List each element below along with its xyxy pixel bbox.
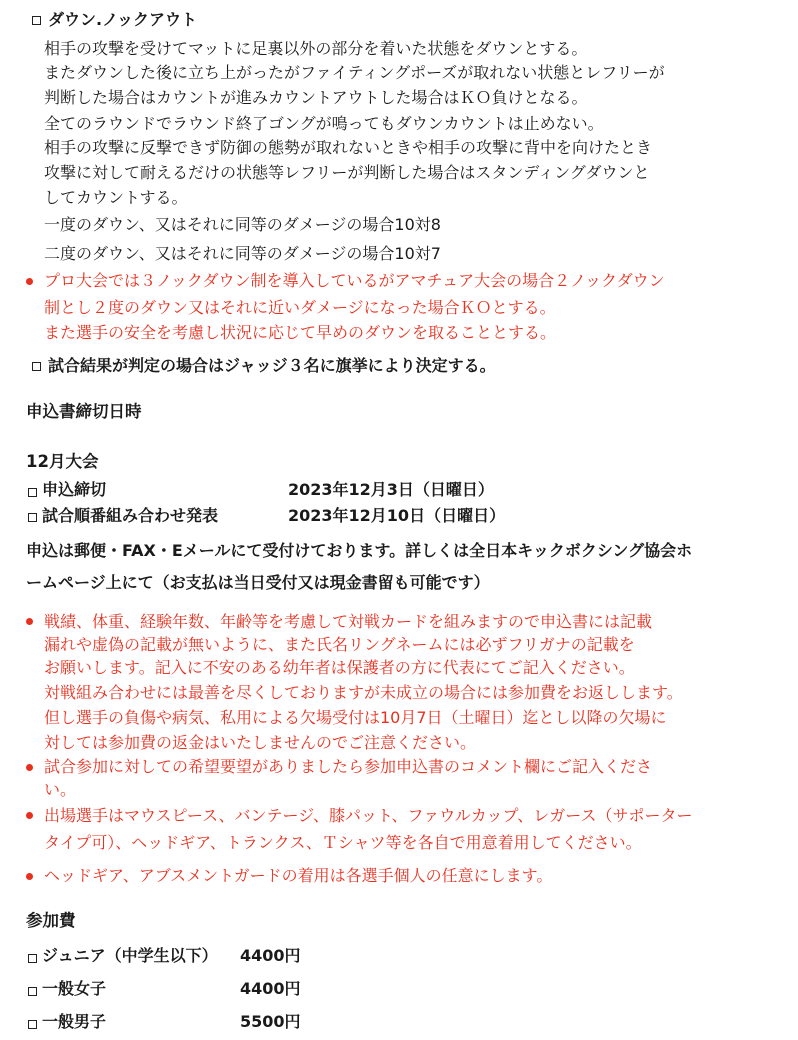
- fee-label: ジュニア（中学生以下）: [42, 946, 218, 965]
- down-heading: ダウン.ノックアウト: [48, 10, 197, 29]
- note-line: お願いします。記入に不安のある幼年者は保護者の方に代表にてご記入ください。: [44, 658, 635, 677]
- note-line: 漏れや虚偽の記載が無いように、また氏名リングネームには必ずフリガナの記載を: [44, 635, 635, 654]
- bullet-square-icon: [28, 513, 37, 522]
- event-heading: 12月大会: [26, 452, 99, 471]
- down-line: 判断した場合はカウントが進みカウントアウトした場合はＫＯ負けとなる。: [44, 88, 588, 107]
- fee-label: 一般男子: [42, 1012, 107, 1031]
- knockdown-note-line: プロ大会では３ノックダウン制を導入しているがアマチュア大会の場合２ノックダウン: [44, 271, 665, 290]
- red-bullet-icon: [26, 764, 33, 771]
- deadline-label: 試合順番組み合わせ発表: [42, 506, 219, 525]
- fee-value: 4400円: [240, 946, 301, 965]
- fee-value: 5500円: [240, 1012, 301, 1031]
- knockdown-note-line: また選手の安全を考慮し状況に応じて早めのダウンを取ることとする。: [44, 323, 557, 342]
- red-bullet-icon: [26, 812, 33, 819]
- note-line: 但し選手の負傷や病気、私用による欠場受付は10月7日（土曜日）迄とし以降の欠場に: [44, 708, 667, 727]
- bullet-square-icon: [32, 16, 41, 25]
- red-bullet-icon: [26, 873, 33, 880]
- bullet-square-icon: [28, 488, 37, 497]
- down-line: 相手の攻撃を受けてマットに足裏以外の部分を着いた状態をダウンとする。: [44, 39, 588, 58]
- deadline-value: 2023年12月3日（日曜日）: [288, 480, 494, 499]
- note-line: 出場選手はマウスピース、バンテージ、膝パット、ファウルカップ、レガース（サポーター: [44, 806, 693, 825]
- deadline-label: 申込締切: [42, 480, 107, 499]
- down-line: 一度のダウン、又はそれに同等のダメージの場合10対8: [44, 215, 441, 234]
- red-bullet-icon: [26, 278, 33, 285]
- down-line: してカウントする。: [44, 188, 188, 207]
- note-line: 試合参加に対しての希望要望がありましたら参加申込書のコメント欄にご記入くださ: [44, 757, 653, 776]
- application-text: 申込は郵便・FAX・Eメールにて受付けております。詳しくは全日本キックボクシング協会ホ: [26, 541, 693, 560]
- note-line: 対しては参加費の返金はいたしませんのでご注意ください。: [44, 733, 477, 752]
- deadline-value: 2023年12月10日（日曜日）: [288, 506, 506, 525]
- bullet-square-icon: [28, 987, 37, 996]
- bullet-square-icon: [28, 1020, 37, 1029]
- application-text: ームページ上にて（お支払は当日受付又は現金書留も可能です）: [26, 573, 490, 592]
- fee-label: 一般女子: [42, 979, 107, 998]
- deadline-heading: 申込書締切日時: [26, 402, 142, 421]
- note-line: タイプ可）、ヘッドギア、トランクス、Ｔシャツ等を各自で用意着用してください。: [44, 833, 642, 852]
- bullet-square-icon: [32, 362, 41, 371]
- red-bullet-icon: [26, 618, 33, 625]
- note-line: 対戦組み合わせには最善を尽くしておりますが未成立の場合には参加費をお返しします。: [44, 683, 683, 702]
- down-line: 相手の攻撃に反撃できず防御の態勢が取れないときや相手の攻撃に背中を向けたとき: [44, 138, 653, 157]
- fees-heading: 参加費: [26, 911, 76, 930]
- down-line: 二度のダウン、又はそれに同等のダメージの場合10対7: [44, 244, 441, 263]
- note-line: ヘッドギア、アブスメントガードの着用は各選手個人の任意にします。: [44, 866, 553, 885]
- judge-rule: 試合結果が判定の場合はジャッジ３名に旗挙により決定する。: [48, 356, 496, 375]
- note-line: 戦績、体重、経験年数、年齢等を考慮して対戦カードを組みますので申込書には記載: [44, 612, 653, 631]
- bullet-square-icon: [28, 954, 37, 963]
- note-line: い。: [44, 780, 77, 799]
- down-line: またダウンした後に立ち上がったがファイティングポーズが取れない状態とレフリーが: [44, 63, 665, 82]
- fee-value: 4400円: [240, 979, 301, 998]
- down-line: 攻撃に対して耐えるだけの状態等レフリーが判断した場合はスタンディングダウンと: [44, 163, 650, 182]
- knockdown-note-line: 制とし２度のダウン又はそれに近いダメージになった場合ＫＯとする。: [44, 298, 556, 317]
- down-line: 全てのラウンドでラウンド終了ゴングが鳴ってもダウンカウントは止めない。: [44, 114, 604, 133]
